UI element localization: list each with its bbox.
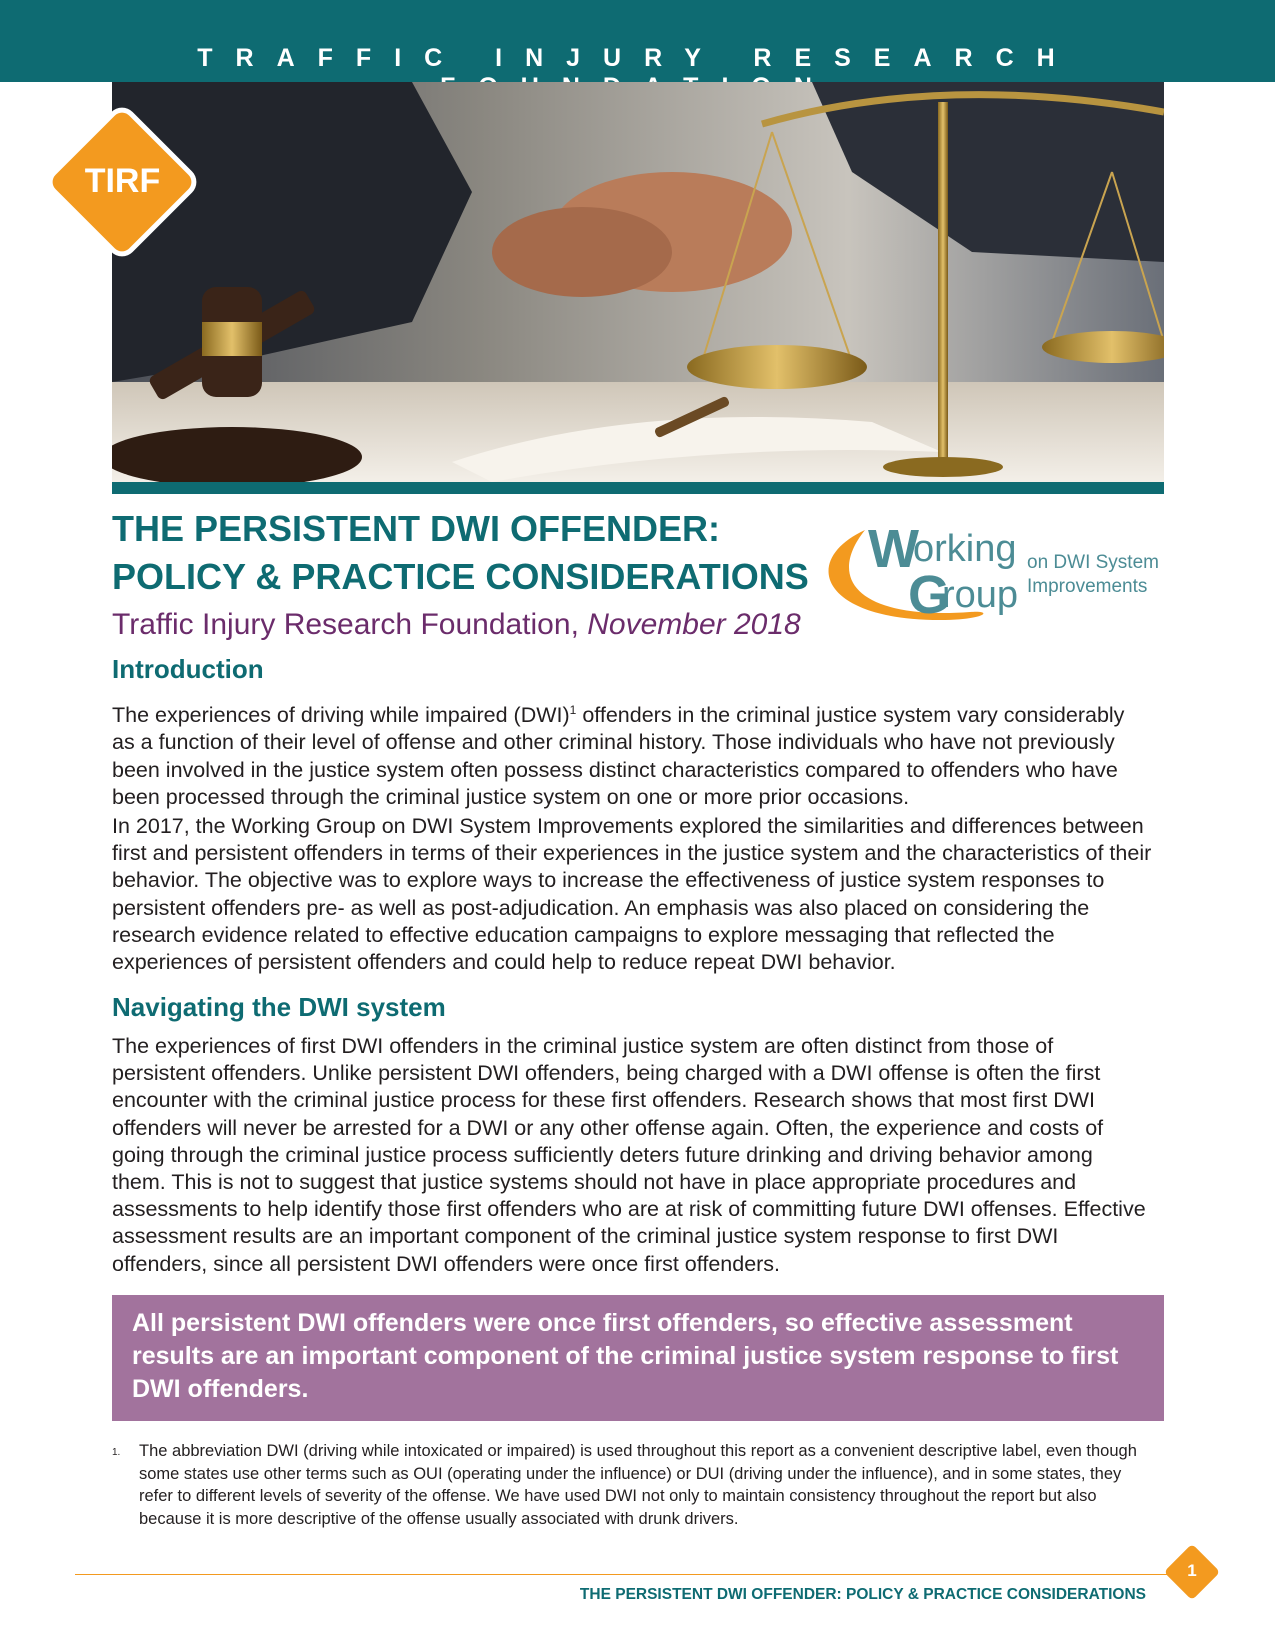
org-name: TRAFFIC INJURY RESEARCH — [197, 44, 1078, 72]
hero-illustration — [112, 82, 1164, 482]
title-line-1: THE PERSISTENT DWI OFFENDER: — [112, 508, 721, 549]
intro-paragraph-2: In 2017, the Working Group on DWI System Improvements explored the similarities and differences between first and persistent offenders in terms of their experiences in the justice system and the characteristics of their behavior. The objective was to explore ways to increase the effectiveness of justice system responses to persistent offenders pre- as well as post-adjudication. An emphasis was also placed on considering the research evidence related to effective education campaigns to explore messaging that reflected the experiences of persistent offenders and could help to reduce repeat DWI behavior. — [112, 814, 1152, 975]
intro-p1-text-a: The experiences of driving while impaired (DWI) — [112, 703, 570, 728]
working-group-logo — [820, 520, 1170, 630]
wg-word-roup: roup — [942, 574, 1019, 616]
title-line-2: POLICY & PRACTICE CONSIDERATIONS — [112, 556, 809, 597]
footnote-number: 1. — [112, 1447, 121, 1458]
navigating-paragraph-1: The experiences of first DWI offenders in the criminal justice system are often distinct from those of persistent offenders. Unlike persistent DWI offenders, being charged with a DWI offense is often the first encounter with the criminal justice process for these first offenders. Research shows that most first DWI offenders will never be arrested for a DWI or any other offense again. Often, the experience and costs of going through the criminal justice process sufficiently deters future drinking and driving behavior among them. This is not to suggest that justice systems should not have in place appropriate procedures and assessments to help identify those first offenders who are at risk of committing future DWI offenses. Effective assessment results are an important component of the criminal justice system response to first DWI offenders, since all persistent DWI offenders were once first offenders. — [112, 1034, 1146, 1276]
footnote-ref-1: 1 — [569, 703, 577, 717]
subtitle-org: Traffic Injury Research Foundation — [112, 608, 571, 641]
header-bar — [0, 0, 1275, 82]
subtitle-date: November 2018 — [587, 608, 801, 641]
callout-box — [112, 1295, 1164, 1421]
wg-line-1: on DWI System — [1027, 552, 1159, 573]
subtitle-separator: , — [570, 608, 579, 641]
hero-divider — [112, 482, 1164, 494]
document-title — [112, 505, 832, 601]
callout-text: All persistent DWI offenders were once first offenders, so effective assessment results are an important component of the criminal justice system response to first DWI offenders. — [132, 1309, 1119, 1403]
wg-letter-w: W — [868, 519, 919, 579]
tirf-logo — [40, 100, 200, 260]
heading-navigating: Navigating the DWI system — [112, 992, 446, 1022]
document-subtitle — [112, 608, 801, 642]
footnote — [112, 1440, 1157, 1530]
hero-photo — [112, 82, 1164, 482]
intro-paragraph-1 — [112, 697, 1152, 811]
page-number: 1 — [1187, 1561, 1197, 1580]
wg-word-orking: orking — [913, 528, 1017, 570]
heading-introduction: Introduction — [112, 654, 264, 684]
logo-text: TIRF — [84, 162, 161, 200]
footnote-text: The abbreviation DWI (driving while intoxicated or impaired) is used throughout this report as a convenient descriptive label, even though some states use other terms such as OUI (operating under the influence) or DUI (driving under the influence), and in some states, they refer to different levels of severity of the offense. We have used DWI not only to maintain consistency throughout the report but also because it is more descriptive of the offense usually associated with drunk drivers. — [139, 1442, 1137, 1528]
wg-letter-g: G — [908, 565, 951, 625]
wg-line-2: Improvements — [1027, 576, 1148, 597]
footer-title: THE PERSISTENT DWI OFFENDER: POLICY & PRACTICE CONSIDERATIONS — [579, 1586, 1146, 1603]
intro-p1-text-b: offenders in the criminal justice system vary considerably as a function of their level of offense and other criminal history. Those individuals who have not previously been involved in the justice system often possess distinct characteristics compared to offenders who have been processed through the criminal justice system on one or more prior occasions. — [112, 703, 1125, 809]
footer-divider — [75, 1574, 1175, 1575]
